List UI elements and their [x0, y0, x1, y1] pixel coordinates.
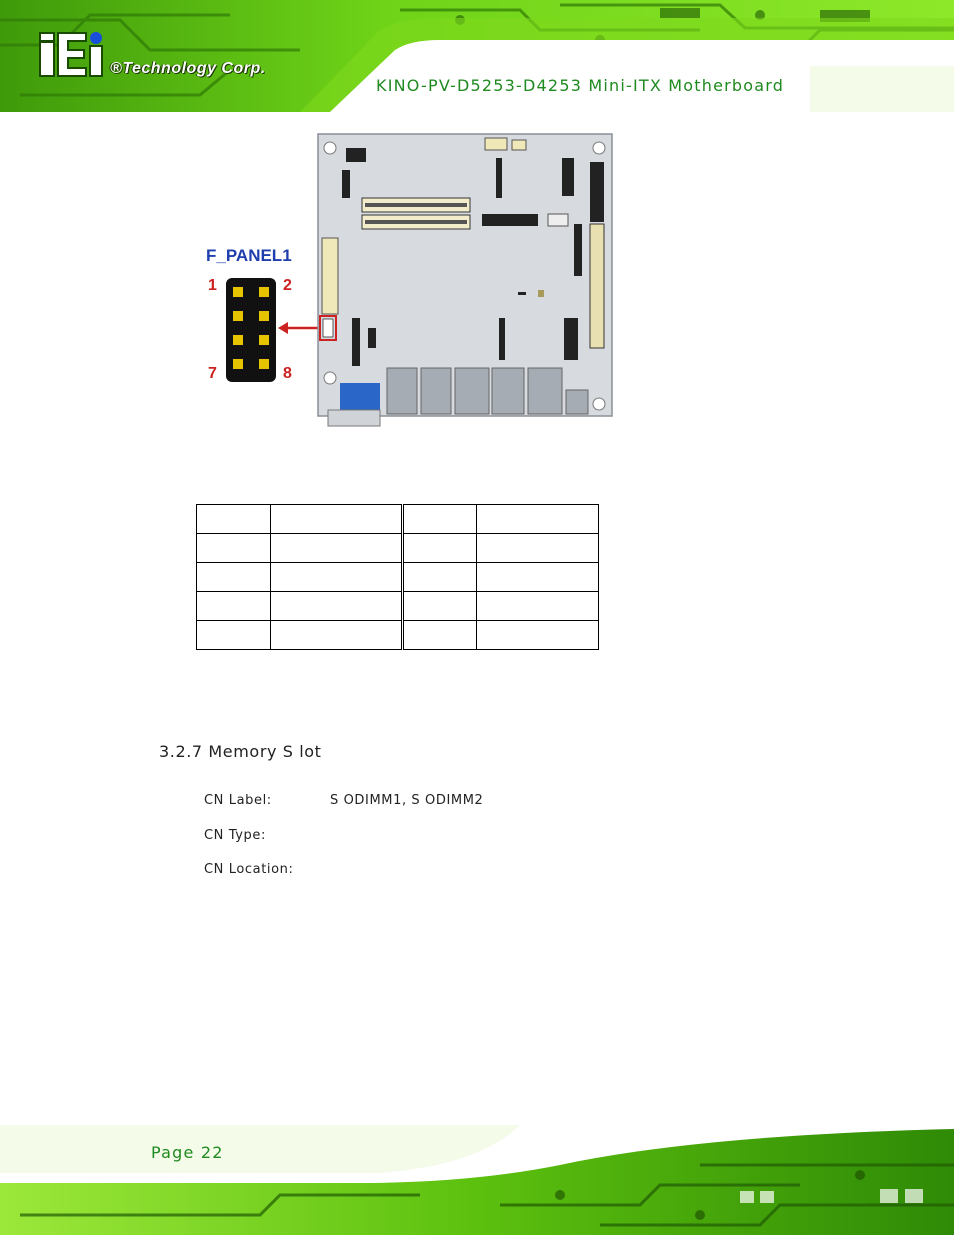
table-cell — [271, 621, 403, 650]
board-layout-figure — [190, 128, 620, 437]
table-row — [197, 534, 599, 563]
spec-label-cn-type: CN Type: — [204, 828, 266, 843]
callout-arrow — [278, 322, 318, 334]
table-cell — [403, 534, 477, 563]
table-cell — [271, 563, 403, 592]
table-row — [197, 592, 599, 621]
company-logo — [40, 32, 102, 76]
page-footer — [0, 1125, 954, 1235]
page-number: Page 22 — [151, 1143, 224, 1162]
table-cell — [197, 563, 271, 592]
pin-label-2: 2 — [283, 277, 292, 294]
table-cell — [403, 505, 477, 534]
document-title: KINO-PV-D5253-D4253 Mini-ITX Motherboard — [376, 76, 785, 95]
pin-header-zoom — [226, 278, 276, 382]
spec-value-cn-label: S ODIMM1, S ODIMM2 — [330, 793, 484, 808]
header-circuit-banner — [0, 0, 954, 112]
table-cell — [477, 621, 599, 650]
table-cell — [403, 592, 477, 621]
table-cell — [403, 563, 477, 592]
company-name: ®Technology Corp. — [110, 60, 266, 77]
table-cell — [403, 621, 477, 650]
table-row — [197, 505, 599, 534]
table-cell — [271, 505, 403, 534]
spec-label-cn-label: CN Label: — [204, 793, 272, 808]
section-heading: 3.2.7 Memory S lot — [159, 742, 322, 761]
table-cell — [271, 592, 403, 621]
table-cell — [271, 534, 403, 563]
table-cell — [477, 592, 599, 621]
table-cell — [477, 563, 599, 592]
spec-label-cn-location: CN Location: — [204, 862, 294, 877]
table-cell — [197, 505, 271, 534]
table-cell — [197, 592, 271, 621]
pin-label-8: 8 — [283, 365, 292, 382]
pin-label-1: 1 — [208, 277, 217, 294]
table-cell — [197, 534, 271, 563]
table-cell — [197, 621, 271, 650]
table-cell — [477, 534, 599, 563]
connector-label: F_PANEL1 — [206, 246, 292, 265]
motherboard-drawing — [318, 134, 612, 426]
pin-label-7: 7 — [208, 365, 217, 382]
table-row — [197, 621, 599, 650]
table-cell — [477, 505, 599, 534]
table-row — [197, 563, 599, 592]
footer-circuit-banner — [0, 1125, 954, 1235]
page-header — [0, 0, 954, 112]
pin-assignment-table — [196, 504, 599, 650]
